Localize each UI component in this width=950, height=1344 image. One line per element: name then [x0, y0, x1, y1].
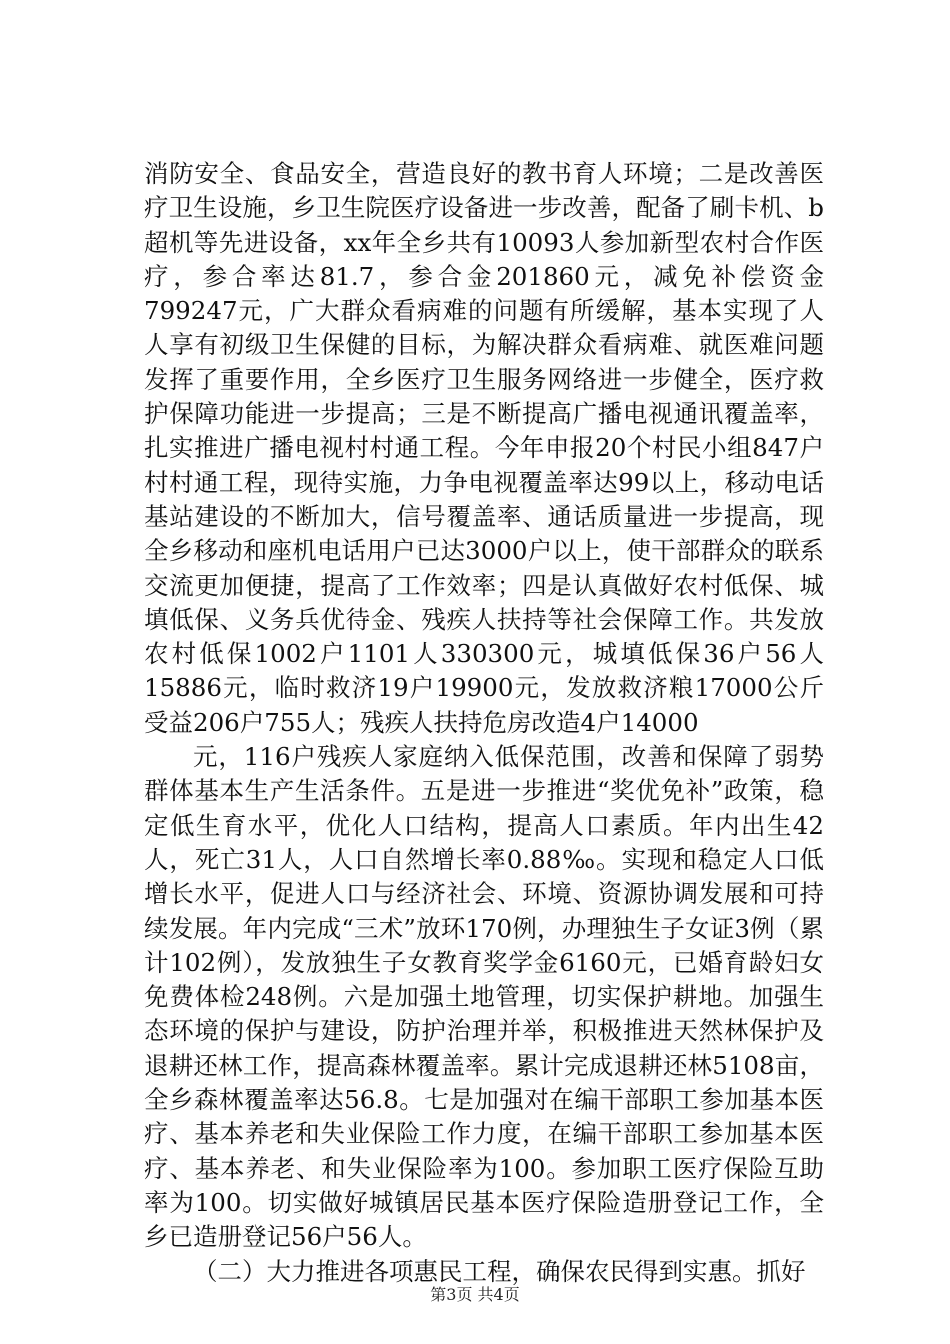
page-number-footer: 第3页 共4页	[430, 1285, 520, 1304]
document-body	[144, 157, 824, 1289]
paragraph-2: 元，116户残疾人家庭纳入低保范围，改善和保障了弱势群体基本生产生活条件。五是进一步推进“奖优免补”政策，稳定低生育水平，优化人口结构，提高人口素质。年内出生42人，死亡31人，人口自然增长率0.88‰。实现和稳定人口低增长水平，促进人口与经济社会、环境、资源协调发展和可持续发展。年内完成“三术”放环170例，办理独生子女证3例（累计102例），发放独生子女教育奖学金6160元，已婚育龄妇女免费体检248例。六是加强土地管理，切实保护耕地。加强生态环境的保护与建设，防护治理并举，积极推进天然林保护及退耕还林工作，提高森林覆盖率。累计完成退耕还林5108亩，全乡森林覆盖率达56.8。七是加强对在编干部职工参加基本医疗、基本养老和失业保险工作力度，在编干部职工参加基本医疗、基本养老、和失业保险率为100。参加职工医疗保险互助率为100。切实做好城镇居民基本医疗保险造册登记工作，全乡已造册登记56户56人。	[144, 742, 824, 1252]
paragraph-3: （二）大力推进各项惠民工程，确保农民得到实惠。抓好	[193, 1256, 806, 1286]
paragraph-1: 消防安全、食品安全，营造良好的教书育人环境；二是改善医疗卫生设施，乡卫生院医疗设备进一步改善，配备了刷卡机、b超机等先进设备，xx年全乡共有10093人参加新型农村合作医疗，参合率达81.7，参合金201860元，减免补偿资金799247元，广大群众看病难的问题有所缓解，基本实现了人人享有初级卫生保健的目标，为解决群众看病难、就医难问题发挥了重要作用，全乡医疗卫生服务网络进一步健全，医疗救护保障功能进一步提高；三是不断提高广播电视通讯覆盖率，扎实推进广播电视村村通工程。今年申报20个村民小组847户村村通工程，现待实施，力争电视覆盖率达99以上，移动电话基站建设的不断加大，信号覆盖率、通话质量进一步提高，现全乡移动和座机电话用户已达3000户以上，使干部群众的联系交流更加便捷，提高了工作效率；四是认真做好农村低保、城填低保、义务兵优待金、残疾人扶持等社会保障工作。共发放农村低保1002户1101人330300元，城填低保36户56人15886元，临时救济19户19900元，发放救济粮17000公斤受益206户755人；残疾人扶持危房改造4户14000	[144, 159, 824, 737]
